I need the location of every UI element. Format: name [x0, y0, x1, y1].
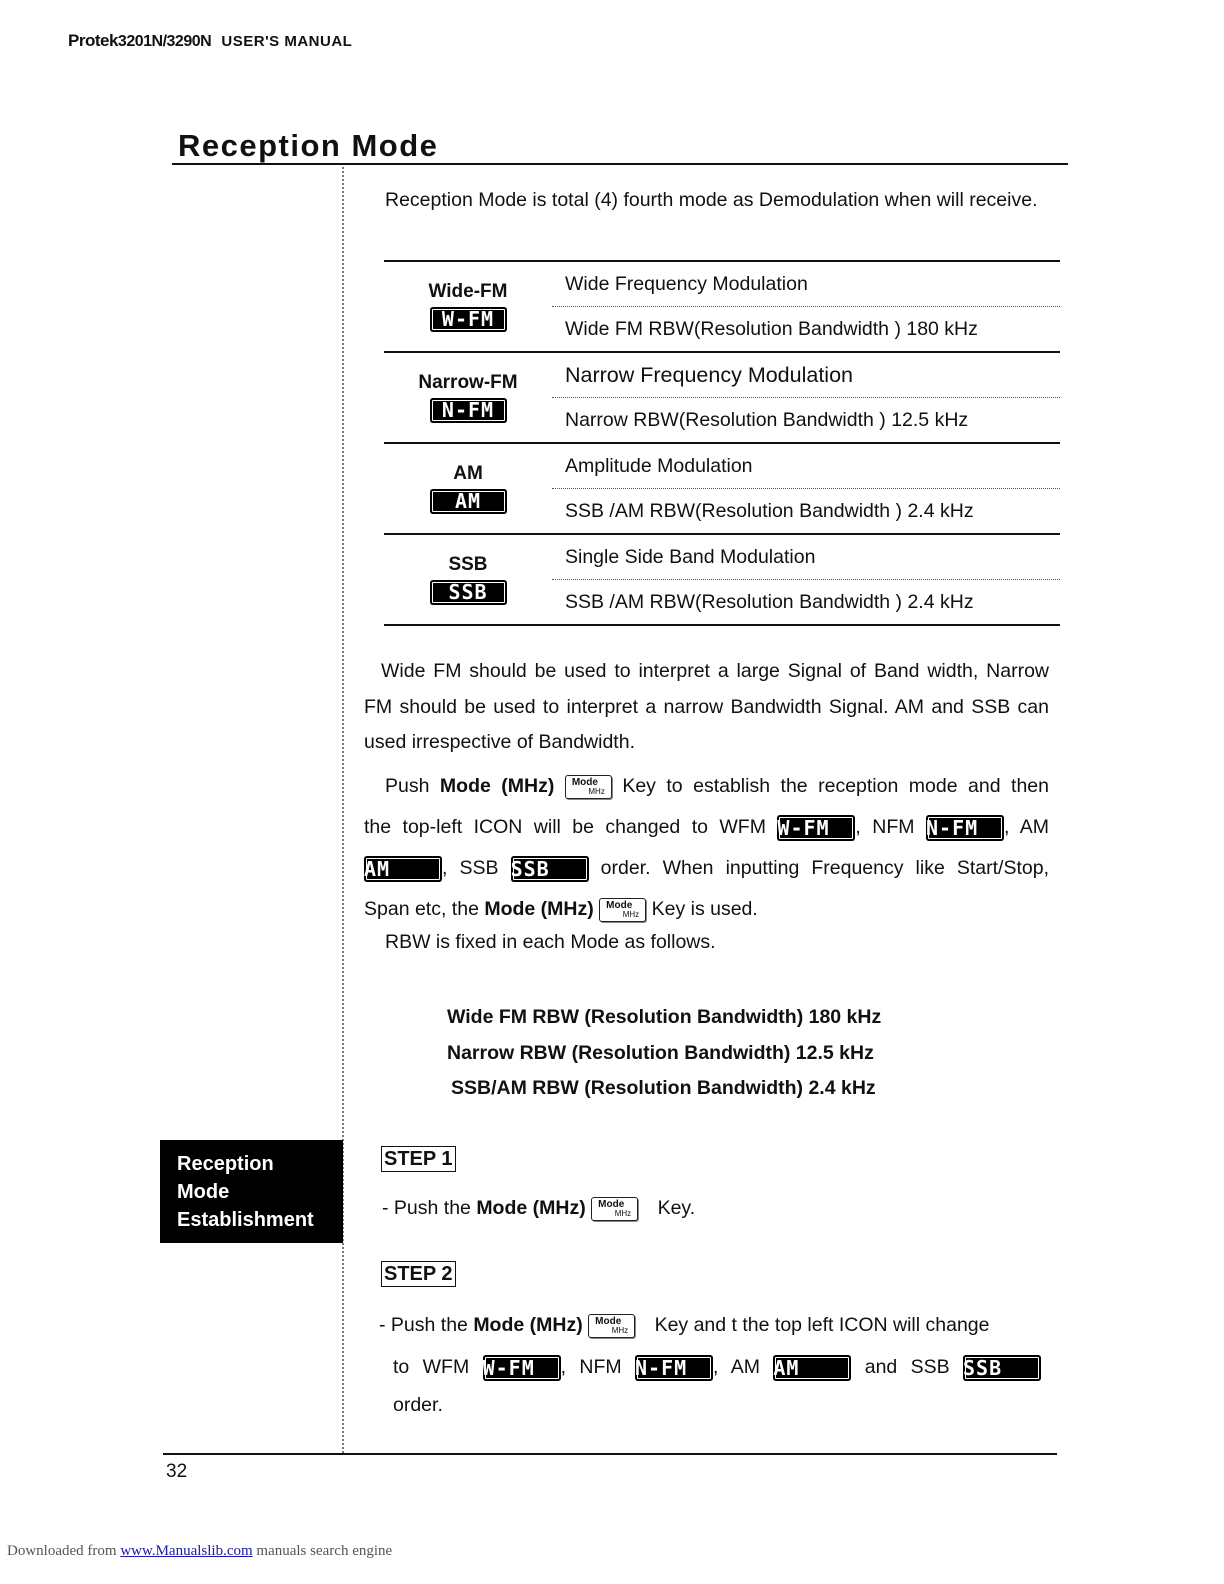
- list-item: SSB/AM RBW (Resolution Bandwidth) 2.4 kHz: [451, 1077, 876, 1099]
- mode-key-paragraph: [364, 766, 1049, 930]
- mode-mhz-key-icon: Mode MHz: [588, 1314, 635, 1338]
- mode-mhz-key-icon: Mode MHz: [599, 898, 646, 922]
- wfm-icon: W-FM: [777, 815, 855, 841]
- mode-description: Narrow Frequency Modulation: [552, 352, 1060, 398]
- rbw-list: [447, 1000, 881, 1107]
- mode-name: Wide-FM: [428, 281, 508, 302]
- mode-name: AM: [453, 463, 483, 484]
- mode-key-name: Mode (MHz): [484, 898, 594, 920]
- para3-line4: Span etc, the Mode (MHz) Mode MHz Key is used.: [364, 898, 758, 920]
- step2-text: [379, 1306, 1041, 1424]
- ssb-icon: SSB: [511, 856, 589, 882]
- mode-key-name: Mode (MHz): [476, 1197, 586, 1219]
- section-sidebar-label: Reception Mode Establishment: [160, 1140, 343, 1243]
- table-row: [384, 352, 1060, 398]
- bandwidth-paragraph: Wide FM should be used to interpret a large Signal of Band width, Narrow FM should be used to interpret a narrow Bandwidth Signal. AM and SSB can used irrespective of Bandwidth.: [364, 660, 1049, 753]
- am-icon: AM: [430, 489, 507, 514]
- wfm-icon: W-FM: [430, 307, 507, 332]
- page-header: [68, 31, 352, 51]
- footer-divider: [163, 1453, 1057, 1455]
- nfm-icon: N-FM: [430, 398, 507, 423]
- mode-ssb-cell: [384, 534, 552, 625]
- para3-line2: the top-left ICON will be changed to WFM W-FM , NFM N-FM , AM: [364, 815, 1050, 840]
- table-row: [384, 261, 1060, 307]
- am-icon: AM: [773, 1355, 851, 1381]
- para3-line1: Push Mode (MHz) Mode MHz Key to establish the reception mode and then: [385, 775, 1049, 797]
- mode-description: Wide Frequency Modulation: [552, 261, 1060, 307]
- mode-am-cell: [384, 443, 552, 534]
- step1-badge: STEP 1: [381, 1146, 456, 1172]
- mode-description: Amplitude Modulation: [552, 443, 1060, 489]
- table-row: [384, 443, 1060, 489]
- nfm-icon: N-FM: [926, 815, 1004, 841]
- intro-paragraph: Reception Mode is total (4) fourth mode as Demodulation when will receive.: [385, 189, 1038, 211]
- step2-line2: to WFM W-FM , NFM N-FM , AM AM and SSB SSB: [379, 1348, 1041, 1386]
- model-number: 3201N/3290N: [117, 33, 212, 50]
- nfm-icon: N-FM: [635, 1355, 713, 1381]
- manual-title: USER'S MANUAL: [221, 33, 353, 50]
- mode-name: SSB: [448, 554, 488, 575]
- para3-line3: AM , SSB SSB order. When inputting Frequency like Start/Stop,: [364, 856, 1049, 881]
- ssb-icon: SSB: [963, 1355, 1041, 1381]
- table-row: [384, 534, 1060, 580]
- mode-name: Narrow-FM: [418, 372, 518, 393]
- mode-rbw: SSB /AM RBW(Resolution Bandwidth ) 2.4 kHz: [565, 499, 974, 522]
- manualslib-link[interactable]: www.Manualslib.com: [120, 1543, 253, 1559]
- am-icon: AM: [364, 856, 442, 882]
- mode-rbw: SSB /AM RBW(Resolution Bandwidth ) 2.4 kHz: [565, 590, 974, 613]
- rbw-intro: RBW is fixed in each Mode as follows.: [385, 931, 716, 953]
- mode-mhz-key-icon: Mode MHz: [565, 775, 612, 799]
- step2-line3: order.: [393, 1394, 443, 1416]
- modes-table: [384, 260, 1060, 626]
- step2-badge: STEP 2: [381, 1261, 456, 1287]
- brand-logo: Protek: [68, 31, 118, 50]
- step1-text: - Push the Mode (MHz) Mode MHz Key.: [382, 1197, 696, 1219]
- mode-rbw: Narrow RBW(Resolution Bandwidth ) 12.5 kHz: [565, 408, 969, 431]
- mode-description: Single Side Band Modulation: [552, 534, 1060, 580]
- margin-divider: [342, 167, 344, 1453]
- download-note: Downloaded from www.Manualslib.com manuals search engine: [7, 1543, 393, 1559]
- mode-mhz-key-icon: Mode MHz: [591, 1197, 638, 1221]
- mode-key-name: Mode (MHz): [473, 1314, 583, 1336]
- ssb-icon: SSB: [430, 580, 507, 605]
- page-number: 32: [166, 1461, 188, 1482]
- page-title: Reception Mode: [178, 128, 439, 163]
- mode-rbw: Wide FM RBW(Resolution Bandwidth ) 180 kHz: [565, 317, 978, 340]
- mode-wfm-cell: [384, 261, 552, 352]
- mode-nfm-cell: [384, 352, 552, 443]
- step2-line1: - Push the Mode (MHz) Mode MHz Key and t the top left ICON will change: [379, 1314, 990, 1336]
- mode-key-name: Mode (MHz): [439, 775, 555, 797]
- title-divider: [172, 163, 1068, 165]
- list-item: Narrow RBW (Resolution Bandwidth) 12.5 kHz: [447, 1041, 874, 1064]
- list-item: Wide FM RBW (Resolution Bandwidth) 180 kHz: [447, 1006, 882, 1028]
- wfm-icon: W-FM: [483, 1355, 561, 1381]
